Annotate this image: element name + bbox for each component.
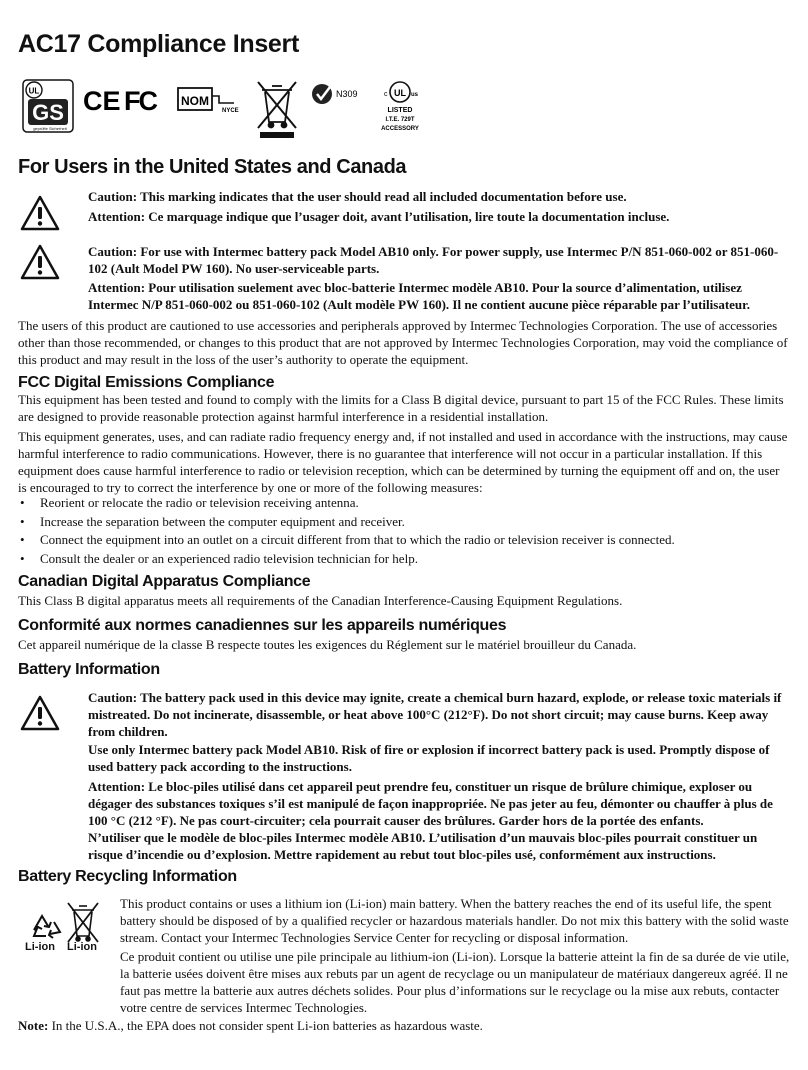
recycling-heading: Battery Recycling Information: [18, 868, 237, 885]
svg-text:LISTED: LISTED: [387, 107, 413, 114]
warning-triangle-icon: [20, 244, 60, 280]
accessories-paragraph: The users of this product are cautioned to use accessories and peripherals approved by Intermec Technologies Corporation. The use of accessories other than those recommended, or changes to this product that are not approved by Intermec Technologies Corporation, may void the compliance of this product and may result in the loss of the user’s authority to operate the equipment.: [18, 318, 788, 367]
list-item: • Consult the dealer or an experienced radio television technician for help.: [18, 550, 790, 569]
us-canada-heading: For Users in the United States and Canada: [18, 156, 407, 178]
caution-read-docs-fr: Attention: Ce marquage indique que l’usager doit, avant l’utilisation, lire toute la documentation incluse.: [88, 209, 670, 224]
battery-heading: Battery Information: [18, 661, 160, 678]
ul-gs-mark-icon: [23, 80, 73, 132]
fcc-heading: FCC Digital Emissions Compliance: [18, 374, 275, 391]
battery-use-only-fr: N’utiliser que le modèle de bloc-piles Intermec modèle AB10. L’utilisation d’un mauvais bloc-piles pourrait constituer un risque d’incendie ou d’explosion. Mettre rapidement au rebut tout bloc-piles usé, conformément aux instructions.: [88, 830, 758, 862]
list-item: • Connect the equipment into an outlet on a circuit different from that to which the radio or television receiver is connected.: [18, 531, 790, 550]
caution-battery-power-fr: Attention: Pour utilisation suelement avec bloc-batterie Intermec modèle AB10. Pour la source d’alimentation, utilisez Intermec N/P 851-060-002 ou 851-060-102 (Ault modèle PW 160). Il ne contient aucune pièce réparable par l’utilisateur.: [88, 280, 750, 312]
warning-triangle-icon: [20, 195, 60, 231]
battery-use-only-en: Use only Intermec battery pack Model AB10. Risk of fire or explosion if incorrect battery pack is used. Promptly dispose of used battery pack according to the instructions.: [88, 742, 770, 774]
svg-text:UL: UL: [394, 88, 406, 98]
crossed-bin-icon: [68, 903, 98, 942]
certification-logos-svg: [22, 74, 462, 140]
recycling-paragraph-en: This product contains or uses a lithium ion (Li-ion) main battery. When the battery reaches the end of its useful life, the spent battery should be disposed of by a qualified recycler or hazardous materials handler. Do not mix this battery with the solid waste stream. Contact your Intermec Technologies Service Center for recycling or disposal information.: [120, 896, 789, 945]
battery-caution-en: Caution: The battery pack used in this device may ignite, create a chemical burn hazard, explode, or release toxic materials if mistreated. Do not incinerate, disassemble, or heat above 100°C (212°F). Do not short circuit; may cause burns. Keep away from children.: [88, 690, 782, 739]
caution-battery-power-en: Caution: For use with Intermec battery pack Model AB10 only. For power supply, use Intermec P/N 851-060-002 or 851-060-102 (Ault Model PW 160). No user-serviceable parts.: [88, 244, 779, 276]
svg-text:c: c: [384, 91, 388, 98]
epa-note: [18, 1017, 790, 1034]
fcc-measures-list: [18, 494, 790, 568]
canadian-heading: Canadian Digital Apparatus Compliance: [18, 573, 311, 590]
list-item: • Increase the separation between the computer equipment and receiver.: [18, 513, 790, 532]
svg-text:us: us: [411, 92, 419, 98]
fcc-mark-icon: FC: [124, 86, 156, 116]
caution-read-docs-en: Caution: This marking indicates that the user should read all included documentation before use.: [88, 189, 627, 204]
svg-text:NOM: NOM: [181, 94, 209, 108]
svg-text:UL: UL: [28, 86, 40, 96]
nom-nyce-mark-icon: [178, 88, 239, 114]
conformite-paragraph: Cet appareil numérique de la classe B respecte toutes les exigences du Réglement sur le matériel brouilleur du Canada.: [18, 637, 637, 652]
li-ion-bin-label: Li-ion: [67, 941, 97, 953]
canadian-paragraph: This Class B digital apparatus meets all requirements of the Canadian Interference-Causing Equipment Regulations.: [18, 593, 623, 608]
conformite-heading: Conformité aux normes canadiennes sur les appareils numériques: [18, 617, 507, 634]
certification-logos: [22, 74, 462, 140]
fcc-paragraph-2: This equipment generates, uses, and can radiate radio frequency energy and, if not installed and used in accordance with the instructions, may cause harmful interference to radio communications. However, there is no guarantee that interference will not occur in a particular installation. If this equipment does cause harmful interference to radio or television reception, which can be determined by turning the equipment off and on, the user is encouraged to try to correct the interference by one or more of the following measures:: [18, 429, 788, 495]
recycle-icon: [34, 916, 60, 938]
note-label: Note:: [18, 1018, 49, 1033]
svg-text:N309: N309: [336, 89, 358, 99]
svg-text:geprüfte Sicherheit: geprüfte Sicherheit: [33, 126, 67, 131]
fcc-paragraph-1: This equipment has been tested and found to comply with the limits for a Class B digital device, pursuant to part 15 of the FCC Rules. These limits are designed to provide reasonable protection against harmful interference in a residential installation.: [18, 392, 784, 424]
note-text: In the U.S.A., the EPA does not consider spent Li-ion batteries as hazardous waste.: [48, 1018, 483, 1033]
warning-triangle-icon: [20, 695, 60, 731]
list-item: • Reorient or relocate the radio or television receiving antenna.: [18, 494, 790, 513]
battery-attention-fr: Attention: Le bloc-piles utilisé dans cet appareil peut prendre feu, constituer un risque de brûlure chimique, exploser ou dégager des substances toxiques s’il est manipulé de façon inappropriée. Ne pas jeter au feu, démonter ou chauffer à plus de 100 °C (212 °F). Ne pas court-circuiter; cela pourrait causer des brûlures. Garder hors de la portée des enfants.: [88, 779, 773, 828]
svg-text:I.T.E. 729T: I.T.E. 729T: [385, 117, 415, 123]
svg-text:ACCESSORY: ACCESSORY: [381, 126, 419, 132]
recycling-paragraph-fr: Ce produit contient ou utilise une pile principale au lithium-ion (Li-ion). Lorsque la batterie atteint la fin de sa durée de vie utile, la batterie usées doivent être mises aux rebuts par un agent de recyclage ou un manipulateur de matériaux dangereux agréé. Il ne faut pas mettre la batterie aux autres déchets solides. Pour plus d’informations sur le recyclage ou la mise aux rebuts, contacter votre centre de services Intermec Technologies.: [120, 949, 790, 1015]
svg-text:NYCE: NYCE: [222, 108, 239, 114]
c-tick-mark-icon: [312, 84, 358, 104]
ce-mark-icon: CE: [83, 86, 121, 116]
page-title: AC17 Compliance Insert: [18, 30, 299, 58]
li-ion-recycle-label: Li-ion: [25, 941, 55, 953]
weee-bin-icon: [258, 82, 296, 138]
svg-text:GS: GS: [32, 100, 64, 125]
cul-listed-mark-icon: [381, 82, 419, 132]
